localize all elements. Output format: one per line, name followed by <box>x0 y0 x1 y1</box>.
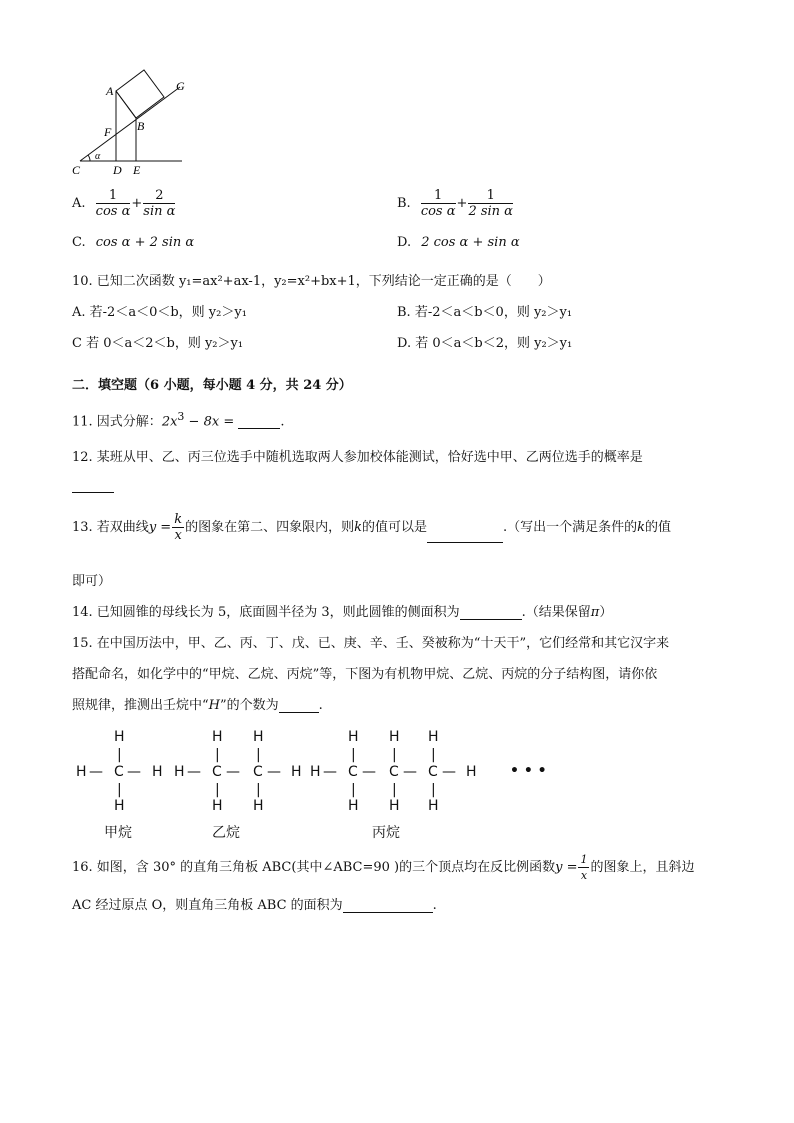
q12: 12. 某班从甲、乙、丙三位选手中随机选取两人参加校体能测试，恰好选中甲、乙两位选手的概率是 <box>72 450 643 465</box>
q15-answer-blank[interactable] <box>279 698 319 713</box>
q10-stem: 10. 已知二次函数 y₁=ax²+ax-1，y₂=x²+bx+1，下列结论一定正确的是（ ） <box>72 274 551 289</box>
q13-line2: 即可） <box>72 574 112 589</box>
q16-answer-blank[interactable] <box>343 898 433 913</box>
q10-option-d: D. 若 0＜a＜b＜2，则 y₂＞y₁ <box>397 336 573 351</box>
q9-option-b: B. $\frac{1}{\text{cos α}}$ + $\frac{1}{\text{2 sin α}}$ <box>397 188 513 219</box>
label-E: E <box>133 163 141 177</box>
q11-answer-blank[interactable] <box>238 414 280 429</box>
incline-line <box>80 87 180 161</box>
propane-label: 丙烷 <box>372 825 400 841</box>
q9-option-d: D. 2 cos α + sin α <box>397 235 520 250</box>
label-G: G <box>176 79 185 93</box>
section-title: 二．填空题（6 小题，每小题 4 分，共 24 分） <box>72 378 352 393</box>
q15-line2: 搭配命名，如化学中的“甲烷、乙烷、丙烷”等，下图为有机物甲烷、乙烷、丙烷的分子结构图，请你依 <box>72 667 658 682</box>
q10-option-b: B. 若-2＜a＜b＜0，则 y₂＞y₁ <box>397 305 573 320</box>
q10-option-c: C 若 0＜a＜2＜b，则 y₂＞y₁ <box>72 336 244 351</box>
q13-answer-blank[interactable] <box>427 528 503 543</box>
q9-option-a: A. $\frac{1}{\text{cos α}}$ + $\frac{2}{\text{sin α}}$ <box>72 188 176 219</box>
geometry-figure <box>60 62 200 182</box>
q13: 13. 若双曲线y = $\frac{k}{x}$ 的图象在第二、四象限内，则k的值可以是 .（写出一个满足条件的k的值 <box>72 512 672 543</box>
q14-answer-blank[interactable] <box>460 605 522 620</box>
square-shape <box>116 70 164 118</box>
methane-label: 甲烷 <box>104 825 132 841</box>
label-C: C <box>72 163 81 177</box>
q11: 11. 因式分解：$2x^3 - 8x$ = . <box>72 410 285 430</box>
q16-line2: AC 经过原点 O，则直角三角板 ABC 的面积为 . <box>72 898 437 913</box>
q14: 14. 已知圆锥的母线长为 5，底面圆半径为 3，则此圆锥的侧面积为 .（结果保留π） <box>72 605 613 620</box>
q9-option-c: C. cos α + 2 sin α <box>72 235 195 250</box>
angle-arc <box>88 155 90 161</box>
q15-line1: 15. 在中国历法中，甲、乙、丙、丁、戊、已、庚、辛、壬、癸被称为“十天干”，它们经常和其它汉字来 <box>72 636 670 651</box>
q15-line3: 照规律，推测出壬烷中“H”的个数为 . <box>72 698 323 713</box>
q10-option-a: A. 若-2＜a＜0＜b，则 y₂＞y₁ <box>72 305 247 320</box>
label-F: F <box>104 125 112 139</box>
label-alpha: α <box>95 151 101 162</box>
label-A: A <box>106 84 114 98</box>
q16-line1: 16. 如图，含 30° 的直角三角板 ABC(其中∠ABC=90 )的三个顶点均在反比例函数y = $\frac{1}{x}$ 的图象上，且斜边 <box>72 853 695 882</box>
segment-AB <box>116 91 136 118</box>
q12-answer-blank[interactable] <box>72 478 114 493</box>
label-D: D <box>113 163 122 177</box>
label-B: B <box>137 119 145 133</box>
ellipsis: • • • <box>510 763 547 779</box>
ethane-label: 乙烷 <box>212 825 240 841</box>
